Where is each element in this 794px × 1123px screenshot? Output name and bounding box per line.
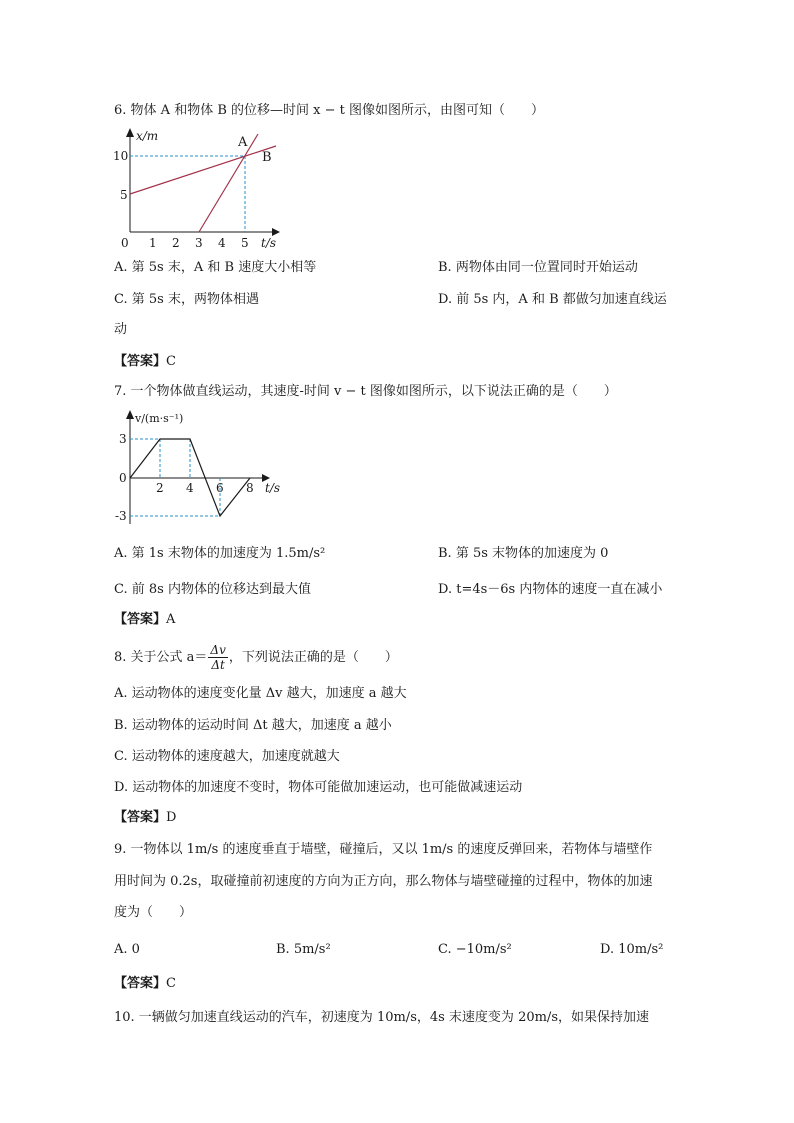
q6-x-tick-2: 2 <box>172 236 180 250</box>
q6-x-label: t/s <box>261 236 277 250</box>
q8-option-d: D. 运动物体的加速度不变时，物体可能做加速运动，也可能做减速运动 <box>114 780 523 795</box>
q7-answer-tag: 【答案】 <box>114 612 167 627</box>
q8-frac-denominator: Δt <box>211 658 225 672</box>
q6-x-tick-0: 0 <box>121 236 129 250</box>
q7-y-axis-arrow <box>126 410 134 419</box>
q8-stem <box>114 638 398 678</box>
q9-stem-line-1: 9. 一物体以 1m/s 的速度垂直于墙壁，碰撞后，又以 1m/s 的速度反弹回来，若物体与墙壁作 <box>114 842 653 857</box>
q7-x-tick-8: 8 <box>246 481 254 495</box>
q6-option-a: A. 第 5s 末，A 和 B 速度大小相等 <box>114 260 317 275</box>
q7-stem: 7. 一个物体做直线运动，其速度-时间 v − t 图像如图所示，以下说法正确的是（ ） <box>114 384 617 399</box>
q8-answer-tag: 【答案】 <box>114 810 167 825</box>
q6-x-tick-3: 3 <box>195 236 203 250</box>
q7-option-b: B. 第 5s 末物体的加速度为 0 <box>438 546 609 561</box>
q9-answer <box>114 974 176 994</box>
q6-stem: 6. 物体 A 和物体 B 的位移—时间 x − t 图像如图所示，由图可知（ ） <box>114 103 544 118</box>
q9-answer-tag: 【答案】 <box>114 976 167 991</box>
q7-vt-graph <box>110 408 300 530</box>
q10-stem-line-1: 10. 一辆做匀加速直线运动的汽车，初速度为 10m/s，4s 末速度变为 20m/s，如果保持加速 <box>114 1010 649 1025</box>
q7-y-tick-0: 0 <box>119 471 127 485</box>
q7-x-tick-2: 2 <box>156 481 164 495</box>
q6-line-b-label: B <box>262 150 272 165</box>
q6-x-tick-1: 1 <box>149 236 157 250</box>
q8-answer <box>114 808 176 828</box>
q8-stem-post: ，下列说法正确的是（ ） <box>228 650 398 665</box>
q7-x-tick-6: 6 <box>216 481 224 495</box>
q7-y-label: v/(m·s⁻¹) <box>135 412 184 425</box>
q8-answer-value: D <box>166 810 177 825</box>
q9-stem-line-2: 用时间为 0.2s，取碰撞前初速度的方向为正方向，那么物体与墙壁碰撞的过程中，物体的加速 <box>114 874 653 889</box>
q6-option-c: C. 第 5s 末，两物体相遇 <box>114 292 259 307</box>
q8-option-a: A. 运动物体的速度变化量 Δv 越大，加速度 a 越大 <box>114 686 407 701</box>
q8-frac-numerator: Δv <box>210 643 226 657</box>
q6-xt-graph <box>110 128 300 250</box>
q9-stem-line-3: 度为（ ） <box>114 905 193 920</box>
q6-y-tick-5: 5 <box>120 188 128 202</box>
q7-x-label: t/s <box>265 481 281 495</box>
q9-answer-value: C <box>166 976 176 991</box>
q7-y-tick-3: 3 <box>119 432 127 446</box>
q8-option-c: C. 运动物体的速度越大，加速度就越大 <box>114 749 340 764</box>
q7-y-tick-neg3: -3 <box>115 509 127 523</box>
q6-x-tick-4: 4 <box>218 236 226 250</box>
q6-y-label: x/m <box>136 129 159 143</box>
q6-y-tick-10: 10 <box>113 149 129 163</box>
q6-option-d-wrap: 动 <box>114 322 128 337</box>
q7-option-c: C. 前 8s 内物体的位移达到最大值 <box>114 582 311 597</box>
q6-answer <box>114 352 176 372</box>
q6-answer-value: C <box>166 354 176 369</box>
q7-option-d: D. t=4s－6s 内物体的速度一直在减小 <box>438 582 663 597</box>
q6-option-d: D. 前 5s 内，A 和 B 都做匀加速直线运 <box>438 292 667 307</box>
q7-answer-value: A <box>166 612 176 627</box>
q9-option-b: B. 5m/s² <box>276 942 331 957</box>
q6-line-a <box>199 134 258 232</box>
q6-option-b: B. 两物体由同一位置同时开始运动 <box>438 260 638 275</box>
q7-option-a: A. 第 1s 末物体的加速度为 1.5m/s² <box>114 546 326 561</box>
q7-answer <box>114 610 175 630</box>
q6-y-axis-arrow <box>126 128 134 137</box>
q6-line-b <box>130 146 276 194</box>
q6-answer-tag: 【答案】 <box>114 354 167 369</box>
q6-line-a-label: A <box>238 135 248 150</box>
q8-formula-fraction <box>208 643 227 672</box>
q6-x-axis-arrow <box>272 228 280 236</box>
q7-x-tick-4: 4 <box>186 481 194 495</box>
q8-stem-pre: 8. 关于公式 a＝ <box>114 650 208 665</box>
q9-option-c: C. −10m/s² <box>438 942 512 957</box>
q6-x-tick-5: 5 <box>241 236 249 250</box>
q9-option-a: A. 0 <box>114 942 140 957</box>
q8-option-b: B. 运动物体的运动时间 Δt 越大，加速度 a 越小 <box>114 718 392 733</box>
q9-option-d: D. 10m/s² <box>600 942 664 957</box>
